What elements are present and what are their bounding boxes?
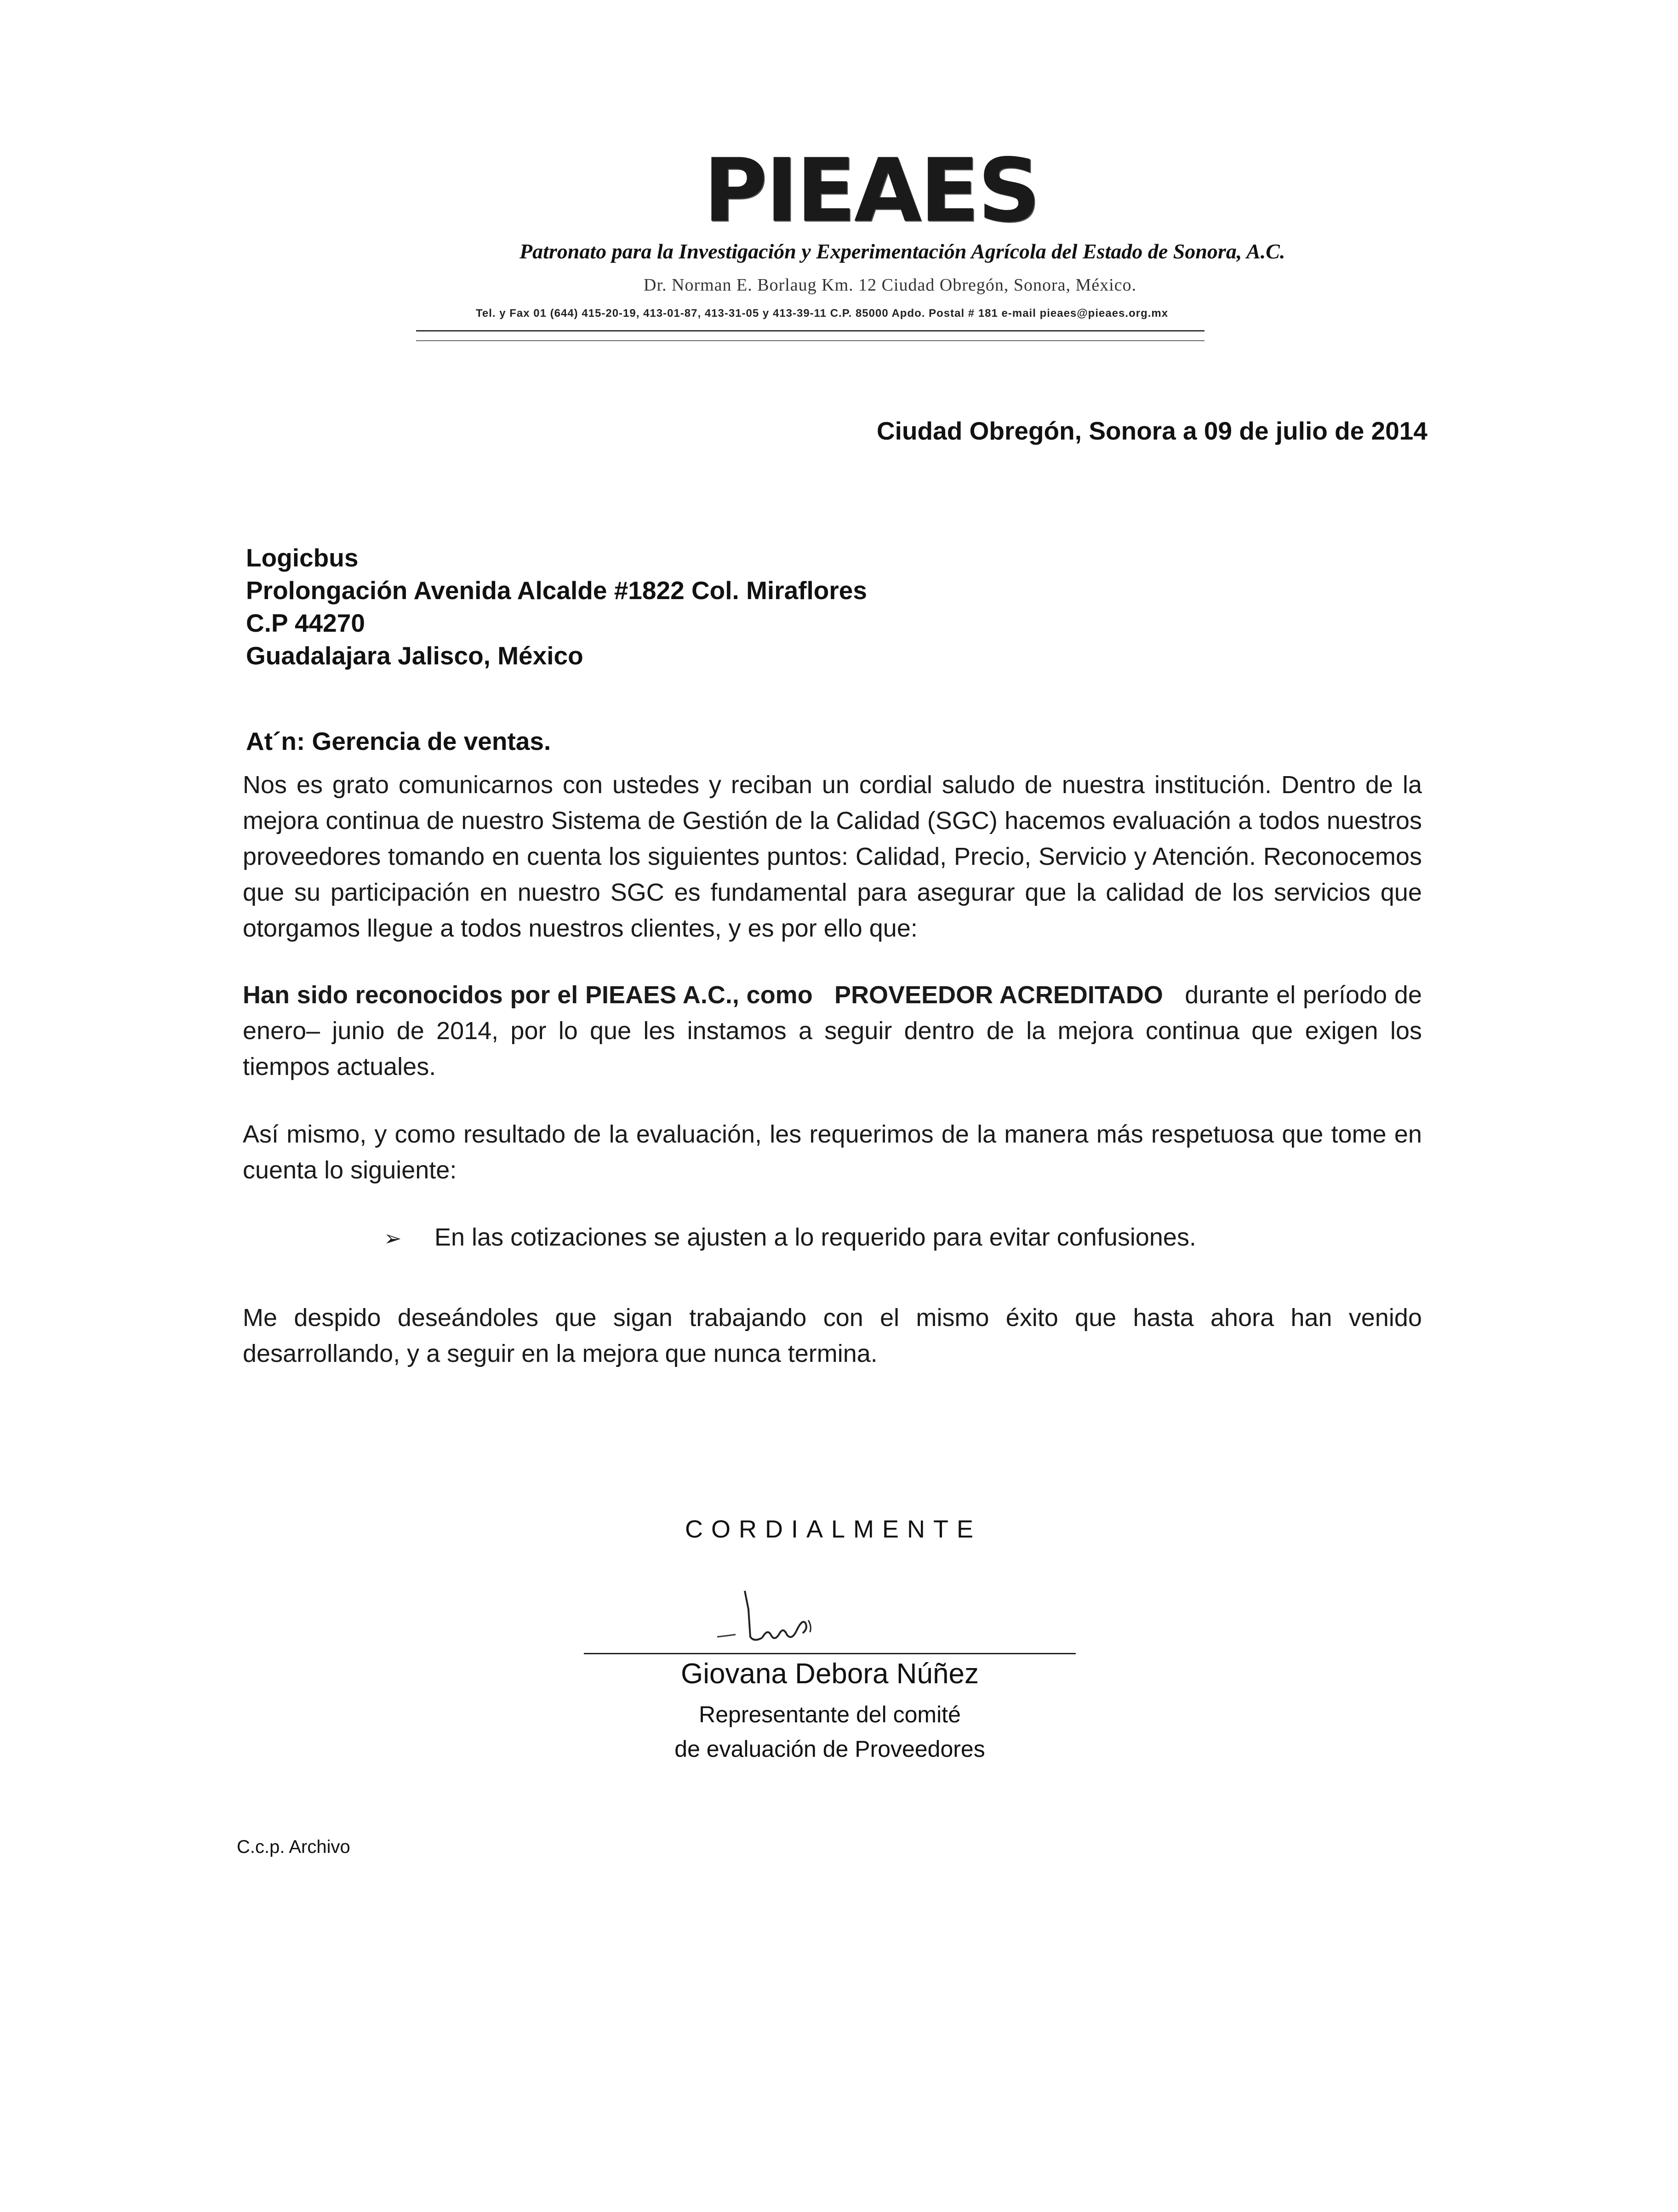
organization-logo: PIEAES (703, 140, 1039, 241)
recognition-rest: durante el período de enero– junio de 2014, por lo que les instamos a seguir dentro de la mejora continua que exigen los tiempos actuales. (243, 981, 1422, 1080)
paragraph-intro: Nos es grato comunicarnos con ustedes y reciban un cordial saludo de nuestra institución. Dentro de la mejora continua de nuestro Sistema de Gestión de la Calidad (SGC) hacemos evaluación a todos nuestros proveedores tomando en cuenta los siguientes puntos: Calidad, Precio, Servicio y Atención. Reconocemos que su participación en nuestro SGC es fundamental para asegurar que la calidad de los servicios que otorgamos llegue a todos nuestros clientes, y es por ello que: (243, 771, 1422, 942)
paragraph-recognition (243, 977, 1422, 1085)
recipient-name: Logicbus (246, 543, 359, 572)
paragraph-requirements: Así mismo, y como resultado de la evaluación, les requerimos de la manera más respetuosa que tome en cuenta lo siguiente: (243, 1120, 1422, 1184)
list-item-text: En las cotizaciones se ajusten a lo requerido para evitar confusiones. (434, 1223, 1196, 1251)
signer-role: Representante del comité (699, 1702, 961, 1727)
letterhead-address: Dr. Norman E. Borlaug Km. 12 Ciudad Obregón, Sonora, México. (644, 275, 1137, 295)
signature-line (584, 1653, 1076, 1654)
letterhead-divider-secondary (416, 340, 1204, 341)
attention-line: At´n: Gerencia de ventas. (246, 727, 551, 755)
letterhead-contact: Tel. y Fax 01 (644) 415-20-19, 413-01-87, 413-31-05 y 413-39-11 C.P. 85000 Apdo. Postal # 181 e-mail pieaes@pieaes.org.mx (476, 307, 1169, 320)
paragraph-farewell: Me despido deseándoles que sigan trabajando con el mismo éxito que hasta ahora han venido desarrollando, y a seguir en la mejora que nunca termina. (243, 1304, 1422, 1367)
signer-role-continued: de evaluación de Proveedores (674, 1736, 985, 1762)
date-line: Ciudad Obregón, Sonora a 09 de julio de 2014 (876, 417, 1427, 445)
recipient-street: Prolongación Avenida Alcalde #1822 Col. Miraflores (246, 576, 867, 605)
recipient-city: Guadalajara Jalisco, México (246, 641, 583, 670)
recipient-address (246, 542, 867, 672)
recipient-postal-code: C.P 44270 (246, 609, 365, 637)
letterhead-organization: Patronato para la Investigación y Experimentación Agrícola del Estado de Sonora, A.C. (519, 240, 1285, 263)
list-item (384, 1223, 1196, 1252)
closing-salutation: CORDIALMENTE (685, 1515, 982, 1543)
arrow-bullet-icon: ➢ (384, 1226, 402, 1250)
letterhead-divider (416, 330, 1204, 332)
signer-name: Giovana Debora Núñez (681, 1658, 979, 1690)
handwritten-signature (708, 1582, 915, 1651)
recognition-lead: Han sido reconocidos por el PIEAES A.C., como (243, 981, 813, 1009)
accreditation-title: PROVEEDOR ACREDITADO (834, 981, 1163, 1009)
carbon-copy-note: C.c.p. Archivo (237, 1837, 350, 1857)
